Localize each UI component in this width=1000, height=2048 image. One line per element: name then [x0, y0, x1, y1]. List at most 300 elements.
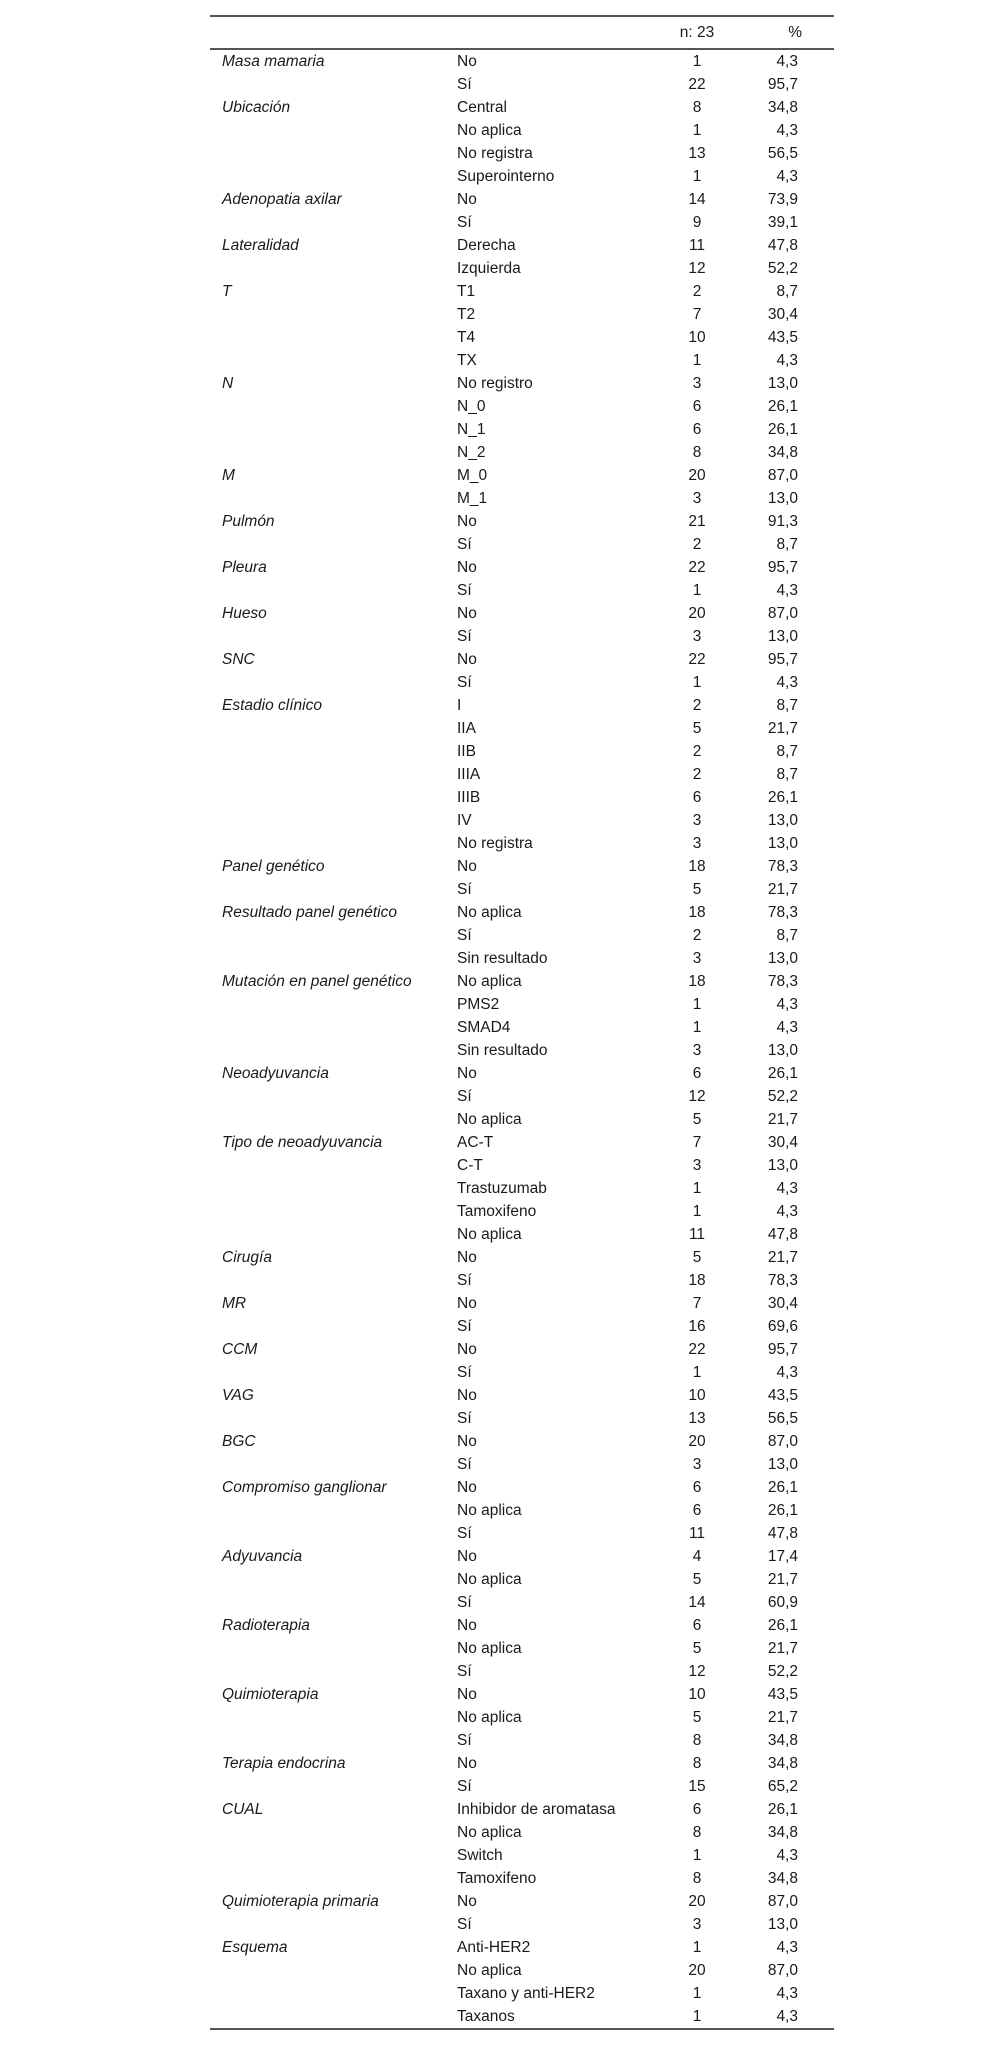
cell-percent: 13,0: [767, 375, 798, 392]
cell-percent: 87,0: [767, 1962, 798, 1979]
table-row: [210, 1959, 834, 1982]
cell-n: 1: [692, 1364, 702, 1381]
cell-category: Trastuzumab: [457, 1180, 547, 1197]
cell-category: IIIB: [457, 789, 481, 806]
cell-variable: [210, 832, 457, 855]
cell-category: T2: [457, 306, 476, 323]
table-row: [210, 1982, 834, 2005]
cell-percent: 78,3: [767, 858, 798, 875]
cell-percent: 95,7: [767, 1341, 798, 1358]
cell-percent: 95,7: [767, 559, 798, 576]
cell-percent: 21,7: [767, 881, 798, 898]
cell-category: Sí: [457, 76, 472, 93]
cell-percent: 87,0: [767, 605, 798, 622]
cell-variable: [210, 625, 457, 648]
table-row: [210, 924, 834, 947]
cell-variable: [210, 1591, 457, 1614]
cell-variable: [210, 740, 457, 763]
table-row: [210, 947, 834, 970]
cell-variable: [210, 1844, 457, 1867]
cell-percent: 13,0: [767, 1042, 798, 1059]
table-row: [210, 832, 834, 855]
cell-n: 1: [692, 674, 702, 691]
cell-variable: CCM: [222, 1341, 258, 1358]
cell-percent: 34,8: [767, 99, 798, 116]
cell-percent: 13,0: [767, 490, 798, 507]
header-percent: %: [788, 23, 802, 41]
cell-category: No: [457, 1893, 477, 1910]
table-row: [210, 1660, 834, 1683]
cell-category: No: [457, 858, 477, 875]
cell-variable: [210, 763, 457, 786]
cell-variable: [210, 1499, 457, 1522]
cell-n: 22: [688, 1341, 706, 1358]
cell-category: Sí: [457, 628, 472, 645]
table-row: [210, 1338, 834, 1361]
cell-variable: Mutación en panel genético: [222, 973, 412, 990]
cell-n: 8: [692, 1870, 702, 1887]
cell-n: 1: [692, 1985, 702, 2002]
cell-n: 5: [692, 1249, 702, 1266]
clinical-characteristics-table: [210, 15, 834, 2030]
cell-n: 5: [692, 1111, 702, 1128]
cell-variable: [210, 1959, 457, 1982]
cell-variable: [210, 786, 457, 809]
cell-n: 1: [692, 1019, 702, 1036]
cell-n: 3: [692, 490, 702, 507]
cell-category: M_1: [457, 490, 488, 507]
cell-variable: [210, 1729, 457, 1752]
cell-variable: [210, 487, 457, 510]
cell-category: No registra: [457, 145, 533, 162]
table-row: [210, 1936, 834, 1959]
table-row: [210, 878, 834, 901]
cell-n: 20: [688, 1962, 706, 1979]
table-row: [210, 763, 834, 786]
cell-category: No: [457, 1617, 477, 1634]
cell-percent: 52,2: [767, 1663, 798, 1680]
table-row: [210, 165, 834, 188]
table-row: [210, 188, 834, 211]
cell-percent: 30,4: [767, 1295, 798, 1312]
table-row: [210, 1752, 834, 1775]
cell-variable: [210, 1039, 457, 1062]
cell-percent: 39,1: [767, 214, 798, 231]
cell-category: No registra: [457, 835, 533, 852]
cell-variable: M: [222, 467, 235, 484]
table-row: [210, 49, 834, 73]
cell-percent: 34,8: [767, 1824, 798, 1841]
cell-percent: 34,8: [767, 444, 798, 461]
header-variable: [210, 16, 457, 49]
cell-category: SMAD4: [457, 1019, 511, 1036]
cell-percent: 4,3: [776, 168, 798, 185]
cell-variable: [210, 1016, 457, 1039]
cell-variable: Esquema: [222, 1939, 288, 1956]
table-row: [210, 625, 834, 648]
cell-category: IIIA: [457, 766, 481, 783]
cell-percent: 21,7: [767, 720, 798, 737]
cell-category: Sí: [457, 1525, 472, 1542]
cell-variable: [210, 2005, 457, 2029]
cell-variable: [210, 1982, 457, 2005]
cell-category: No: [457, 1387, 477, 1404]
cell-n: 1: [692, 1847, 702, 1864]
cell-category: TX: [457, 352, 477, 369]
cell-variable: [210, 1085, 457, 1108]
cell-category: N_1: [457, 421, 486, 438]
cell-category: No aplica: [457, 1824, 522, 1841]
cell-variable: [210, 211, 457, 234]
table-row: [210, 1568, 834, 1591]
cell-n: 5: [692, 1709, 702, 1726]
table-row: [210, 1522, 834, 1545]
cell-variable: [210, 878, 457, 901]
table-row: [210, 717, 834, 740]
cell-percent: 13,0: [767, 835, 798, 852]
table-row: [210, 786, 834, 809]
cell-category: IIA: [457, 720, 476, 737]
cell-category: Sí: [457, 674, 472, 691]
table-row: [210, 119, 834, 142]
cell-percent: 4,3: [776, 1019, 798, 1036]
cell-variable: [210, 142, 457, 165]
table-row: [210, 142, 834, 165]
table-row: [210, 326, 834, 349]
cell-percent: 78,3: [767, 973, 798, 990]
table-row: [210, 1177, 834, 1200]
cell-percent: 91,3: [767, 513, 798, 530]
cell-n: 15: [688, 1778, 706, 1795]
cell-n: 1: [692, 2008, 702, 2025]
table-row: [210, 211, 834, 234]
cell-percent: 95,7: [767, 76, 798, 93]
cell-n: 11: [688, 1226, 706, 1243]
table-row: [210, 464, 834, 487]
cell-n: 6: [692, 1065, 702, 1082]
table-row: [210, 648, 834, 671]
cell-percent: 56,5: [767, 1410, 798, 1427]
cell-variable: [210, 1315, 457, 1338]
cell-variable: Ubicación: [222, 99, 291, 116]
table-row: [210, 1499, 834, 1522]
cell-category: No: [457, 53, 477, 70]
cell-category: Izquierda: [457, 260, 521, 277]
table-row: [210, 1315, 834, 1338]
cell-n: 8: [692, 444, 702, 461]
cell-percent: 26,1: [767, 789, 798, 806]
cell-n: 1: [692, 122, 702, 139]
cell-percent: 47,8: [767, 1525, 798, 1542]
cell-n: 3: [692, 1042, 702, 1059]
cell-n: 1: [692, 1203, 702, 1220]
cell-variable: [210, 1361, 457, 1384]
cell-variable: Compromiso ganglionar: [222, 1479, 387, 1496]
cell-n: 4: [692, 1548, 702, 1565]
cell-n: 8: [692, 1824, 702, 1841]
cell-variable: Resultado panel genético: [222, 904, 397, 921]
cell-percent: 4,3: [776, 1847, 798, 1864]
cell-percent: 13,0: [767, 628, 798, 645]
cell-category: No registro: [457, 375, 533, 392]
cell-variable: [210, 418, 457, 441]
cell-n: 10: [688, 1387, 706, 1404]
cell-percent: 4,3: [776, 674, 798, 691]
cell-n: 6: [692, 421, 702, 438]
cell-percent: 87,0: [767, 467, 798, 484]
cell-variable: N: [222, 375, 234, 392]
cell-n: 5: [692, 1571, 702, 1588]
cell-category: No: [457, 1686, 477, 1703]
cell-percent: 4,3: [776, 996, 798, 1013]
cell-percent: 8,7: [776, 536, 798, 553]
cell-variable: Adyuvancia: [222, 1548, 303, 1565]
table-row: [210, 1614, 834, 1637]
cell-n: 6: [692, 1801, 702, 1818]
table-row: [210, 1292, 834, 1315]
cell-variable: Radioterapia: [222, 1617, 310, 1634]
cell-percent: 21,7: [767, 1709, 798, 1726]
cell-percent: 47,8: [767, 1226, 798, 1243]
cell-category: Sí: [457, 536, 472, 553]
table-row: [210, 234, 834, 257]
cell-percent: 13,0: [767, 1916, 798, 1933]
cell-category: Sí: [457, 1272, 472, 1289]
cell-n: 18: [688, 858, 706, 875]
cell-category: No aplica: [457, 1502, 522, 1519]
table-row: [210, 1016, 834, 1039]
cell-variable: BGC: [222, 1433, 256, 1450]
cell-variable: [210, 1269, 457, 1292]
cell-n: 22: [688, 651, 706, 668]
cell-percent: 4,3: [776, 2008, 798, 2025]
table-row: [210, 1430, 834, 1453]
table-row: [210, 1821, 834, 1844]
cell-category: Anti-HER2: [457, 1939, 531, 1956]
cell-n: 1: [692, 996, 702, 1013]
cell-variable: [210, 1867, 457, 1890]
cell-category: No: [457, 1065, 477, 1082]
cell-n: 16: [688, 1318, 706, 1335]
cell-category: No: [457, 1433, 477, 1450]
cell-n: 12: [688, 260, 706, 277]
cell-percent: 69,6: [767, 1318, 798, 1335]
table-row: [210, 1108, 834, 1131]
cell-percent: 4,3: [776, 582, 798, 599]
table-row: [210, 993, 834, 1016]
cell-category: Sin resultado: [457, 950, 548, 967]
cell-n: 3: [692, 1456, 702, 1473]
cell-percent: 21,7: [767, 1571, 798, 1588]
cell-n: 20: [688, 1433, 706, 1450]
cell-percent: 4,3: [776, 352, 798, 369]
cell-category: Sí: [457, 1594, 472, 1611]
table-row: [210, 372, 834, 395]
cell-variable: [210, 73, 457, 96]
cell-n: 10: [688, 329, 706, 346]
cell-percent: 47,8: [767, 237, 798, 254]
cell-percent: 21,7: [767, 1640, 798, 1657]
table-row: [210, 487, 834, 510]
cell-variable: [210, 1660, 457, 1683]
cell-percent: 34,8: [767, 1732, 798, 1749]
cell-category: Sí: [457, 1778, 472, 1795]
table-row: [210, 1545, 834, 1568]
cell-n: 7: [692, 1134, 702, 1151]
cell-percent: 95,7: [767, 651, 798, 668]
table-row: [210, 349, 834, 372]
table-row: [210, 579, 834, 602]
table-row: [210, 1453, 834, 1476]
cell-variable: [210, 1154, 457, 1177]
cell-category: Sí: [457, 1456, 472, 1473]
cell-variable: [210, 1706, 457, 1729]
cell-category: Sí: [457, 1318, 472, 1335]
cell-n: 14: [688, 191, 706, 208]
cell-n: 7: [692, 306, 702, 323]
header-n: n: 23: [679, 23, 715, 41]
cell-percent: 65,2: [767, 1778, 798, 1795]
cell-variable: [210, 579, 457, 602]
cell-variable: [210, 1407, 457, 1430]
table-row: [210, 1637, 834, 1660]
cell-variable: [210, 1453, 457, 1476]
cell-variable: [210, 1913, 457, 1936]
cell-percent: 78,3: [767, 1272, 798, 1289]
cell-category: Tamoxifeno: [457, 1870, 537, 1887]
cell-category: Sí: [457, 881, 472, 898]
cell-n: 1: [692, 1180, 702, 1197]
cell-variable: [210, 395, 457, 418]
cell-percent: 73,9: [767, 191, 798, 208]
table-row: [210, 441, 834, 464]
cell-category: No: [457, 513, 477, 530]
cell-percent: 78,3: [767, 904, 798, 921]
cell-n: 1: [692, 168, 702, 185]
cell-percent: 8,7: [776, 283, 798, 300]
cell-variable: [210, 1522, 457, 1545]
header-row: [210, 16, 834, 49]
cell-variable: [210, 165, 457, 188]
table-row: [210, 1361, 834, 1384]
cell-category: No: [457, 1548, 477, 1565]
cell-category: Sí: [457, 1663, 472, 1680]
cell-n: 12: [688, 1663, 706, 1680]
cell-n: 6: [692, 398, 702, 415]
cell-n: 3: [692, 628, 702, 645]
cell-category: No: [457, 1755, 477, 1772]
cell-n: 5: [692, 881, 702, 898]
cell-category: Sin resultado: [457, 1042, 548, 1059]
cell-n: 14: [688, 1594, 706, 1611]
cell-percent: 8,7: [776, 766, 798, 783]
cell-variable: Pleura: [222, 559, 267, 576]
cell-category: Sí: [457, 927, 472, 944]
cell-n: 20: [688, 1893, 706, 1910]
cell-n: 5: [692, 1640, 702, 1657]
cell-category: No aplica: [457, 973, 522, 990]
table-row: [210, 694, 834, 717]
table-row: [210, 1683, 834, 1706]
cell-n: 6: [692, 1617, 702, 1634]
table-row: [210, 809, 834, 832]
cell-n: 9: [692, 214, 702, 231]
cell-n: 7: [692, 1295, 702, 1312]
cell-n: 13: [688, 145, 706, 162]
cell-category: No: [457, 1479, 477, 1496]
cell-n: 1: [692, 1939, 702, 1956]
cell-category: Sí: [457, 214, 472, 231]
cell-percent: 34,8: [767, 1755, 798, 1772]
table-row: [210, 1131, 834, 1154]
table-row: [210, 257, 834, 280]
table-row: [210, 740, 834, 763]
table-row: [210, 1223, 834, 1246]
cell-percent: 13,0: [767, 1456, 798, 1473]
cell-variable: [210, 1200, 457, 1223]
cell-percent: 26,1: [767, 1617, 798, 1634]
table-row: [210, 1706, 834, 1729]
cell-variable: Hueso: [222, 605, 267, 622]
cell-category: Tamoxifeno: [457, 1203, 537, 1220]
cell-n: 20: [688, 605, 706, 622]
cell-category: Sí: [457, 1732, 472, 1749]
cell-category: Sí: [457, 1088, 472, 1105]
cell-category: Taxanos: [457, 2008, 515, 2025]
cell-percent: 21,7: [767, 1111, 798, 1128]
cell-category: No aplica: [457, 122, 522, 139]
cell-n: 2: [692, 927, 702, 944]
table-row: [210, 1384, 834, 1407]
cell-variable: T: [222, 283, 232, 300]
cell-category: No: [457, 605, 477, 622]
cell-variable: [210, 533, 457, 556]
cell-variable: [210, 1821, 457, 1844]
cell-n: 2: [692, 283, 702, 300]
table-row: [210, 1085, 834, 1108]
cell-variable: [210, 1108, 457, 1131]
cell-percent: 4,3: [776, 122, 798, 139]
table-row: [210, 1844, 834, 1867]
cell-category: No aplica: [457, 1962, 522, 1979]
data-table-container: [210, 15, 802, 2030]
cell-category: No: [457, 1341, 477, 1358]
cell-n: 3: [692, 950, 702, 967]
cell-n: 2: [692, 743, 702, 760]
cell-percent: 43,5: [767, 1387, 798, 1404]
cell-category: No: [457, 559, 477, 576]
cell-variable: Cirugía: [222, 1249, 272, 1266]
table-body: [210, 49, 834, 2029]
cell-variable: [210, 993, 457, 1016]
cell-percent: 8,7: [776, 927, 798, 944]
header-category: [457, 16, 662, 49]
cell-percent: 17,4: [767, 1548, 798, 1565]
cell-n: 18: [688, 904, 706, 921]
table-row: [210, 1039, 834, 1062]
table-row: [210, 280, 834, 303]
cell-n: 3: [692, 375, 702, 392]
cell-percent: 4,3: [776, 1180, 798, 1197]
cell-n: 22: [688, 559, 706, 576]
cell-n: 11: [688, 1525, 706, 1542]
cell-category: No aplica: [457, 1226, 522, 1243]
cell-percent: 30,4: [767, 1134, 798, 1151]
cell-variable: [210, 924, 457, 947]
cell-category: Derecha: [457, 237, 516, 254]
cell-category: Sí: [457, 1410, 472, 1427]
cell-category: T1: [457, 283, 476, 300]
